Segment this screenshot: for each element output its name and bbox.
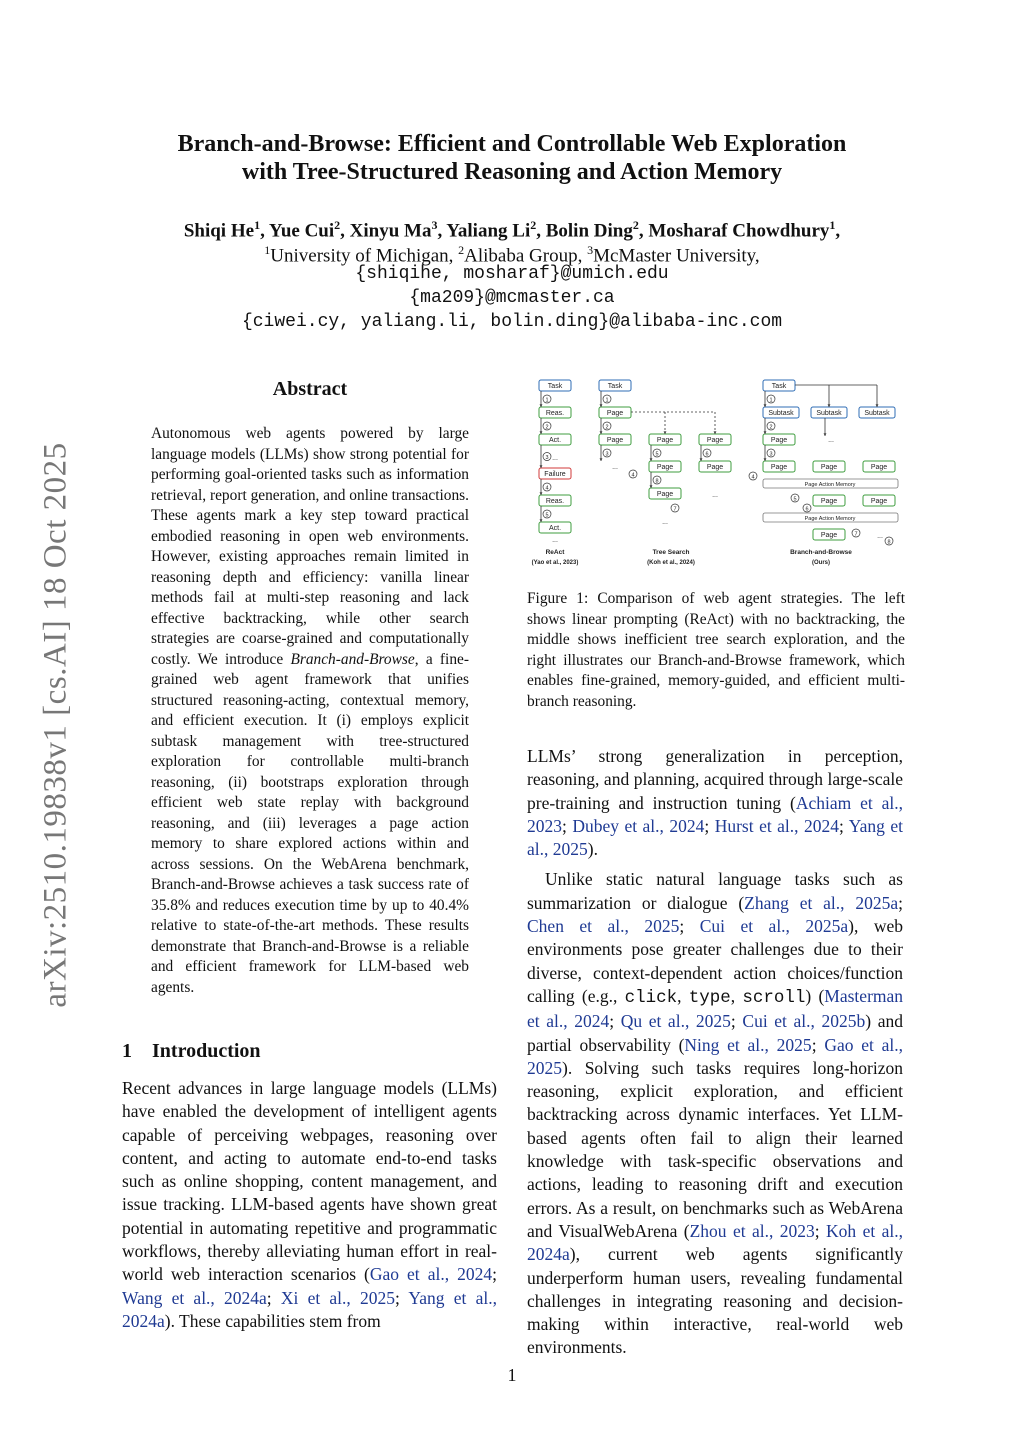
step-number: 2 [769, 424, 773, 431]
step-number: 4 [631, 472, 635, 479]
tree-node-label: Page [706, 464, 724, 471]
author-name: Shiqi He [183, 220, 255, 242]
affiliation-name: University of Michigan, [270, 245, 459, 267]
bab-subtask-label: Subtask [768, 410, 794, 417]
section-heading [122, 1040, 261, 1063]
step-number: 5 [793, 496, 797, 503]
email-line-3: {ciwei.cy, yaliang.li, bolin.ding}@alibaba-inc.com [241, 312, 783, 332]
bab-node-label: Page [770, 464, 788, 471]
react-node-label: Reas. [545, 498, 565, 505]
citation-link[interactable]: Hurst et al., 2024 [714, 815, 840, 836]
tree-node-label: Task [607, 383, 623, 390]
step-number: 6 [805, 506, 809, 513]
author-affiliation-mark: 3 [431, 218, 438, 232]
page-action-memory-label: Page Action Memory [804, 516, 856, 522]
citation-link[interactable]: Cui et al., 2025a [699, 916, 849, 937]
citation-link[interactable]: Wang et al., 2024a [122, 1287, 267, 1308]
tree-ellipsis: ... [612, 464, 618, 471]
citation-link[interactable]: Yang et al., 2024a [122, 1287, 497, 1331]
figure-1 [527, 376, 907, 576]
affiliation-name: Alibaba Group, [464, 245, 588, 267]
bab-node-label: Page [870, 498, 888, 505]
step-number: 7 [673, 506, 677, 513]
author-name: Mosharaf Chowdhury [648, 220, 830, 242]
step-number: 3 [769, 451, 773, 458]
intro-right-column [527, 745, 903, 1367]
code-token: click [624, 987, 678, 1008]
author-name: Xinyu Ma [349, 220, 432, 242]
affiliation-mark: 2 [458, 243, 465, 257]
email-line-2: {ma209}@mcmaster.ca [409, 288, 615, 308]
author-affiliation-mark: 1 [829, 218, 836, 232]
citation-link[interactable]: Gao et al., 2024 [369, 1264, 493, 1285]
step-number: 1 [605, 397, 609, 404]
react-ellipsis: ... [552, 537, 558, 544]
react-node-label: Act. [548, 525, 562, 532]
intro-paragraph-continued: LLMs’ strong generalization in perception, reasoning, and planning, acquired through large-scale pre-training and instruction tuning (Achiam et al., 2023; Dubey et al., 2024; Hurst et al., 2024; Yang et al., 2025). [527, 746, 904, 860]
tree-node-label: Page [656, 437, 674, 444]
react-node-label: Act. [548, 437, 562, 444]
title-line-1: Branch-and-Browse: Efficient and Controllable Web Exploration [177, 131, 847, 157]
react-node-label: Task [547, 383, 563, 390]
step-number: 2 [545, 424, 549, 431]
step-number: 3 [605, 451, 609, 458]
tree-ellipsis: ... [662, 519, 668, 526]
figure-1-diagram [527, 376, 907, 576]
citation-link[interactable]: Cui et al., 2025b [742, 1011, 866, 1032]
affiliation-mark: 3 [587, 243, 594, 257]
citation-link[interactable]: Xi et al., 2025 [280, 1287, 395, 1308]
section-title: Introduction [152, 1040, 261, 1062]
bab-node-label: Page [870, 464, 888, 471]
panel-bab-title: Branch-and-Browse [790, 549, 852, 556]
step-number: 5 [545, 512, 549, 519]
affiliation-mark: 1 [264, 243, 271, 257]
tree-node-label: Page [606, 410, 624, 417]
react-node-label: Failure [544, 471, 566, 478]
abstract-heading: Abstract [272, 378, 348, 400]
citation-link[interactable]: Koh et al., 2024a [527, 1220, 903, 1265]
step-number: 3 [545, 454, 549, 461]
step-number: 4 [545, 485, 549, 492]
panel-react-title: ReAct [545, 549, 565, 556]
citation-link[interactable]: Achiam et al., 2023 [527, 792, 904, 836]
author-name: Yue Cui [268, 220, 335, 242]
citation-link[interactable]: Ning et al., 2025 [684, 1034, 812, 1055]
step-number: 5 [655, 451, 659, 458]
step-number: 4 [751, 474, 755, 481]
react-node-label: Reas. [545, 410, 565, 417]
author-affiliation-mark: 2 [530, 218, 537, 232]
bab-node-label: Page [820, 464, 838, 471]
page-number: 1 [507, 1365, 517, 1385]
citation-link[interactable]: Masterman et al., 2024 [527, 985, 904, 1032]
citation-link[interactable]: Yang et al., 2025 [527, 815, 903, 860]
arxiv-identifier: arXiv:2510.19838v1 [cs.AI] 18 Oct 2025 [37, 442, 74, 1008]
code-token: scroll [742, 987, 806, 1008]
bab-arrow-head [824, 433, 827, 436]
abstract-method-name: Branch-and-Browse [290, 650, 415, 668]
citation-link[interactable]: Zhang et al., 2025a [744, 892, 899, 913]
figure-1-caption: Figure 1: Comparison of web agent strategies. The left shows linear prompting (ReAct) with no backtracking, the middle shows inefficient tree search exploration, and the right illustrates our Branch-and-Browse framework, which enables fine-grained, memory-guided, and efficient multi-branch reasoning. [527, 590, 905, 710]
step-number: 8 [887, 539, 891, 546]
bab-subtask-label: Subtask [816, 410, 842, 417]
section-number: 1 [122, 1040, 132, 1062]
tree-node-label: Page [706, 437, 724, 444]
step-number: 6 [705, 451, 709, 458]
code-token: type [688, 987, 731, 1008]
paper-title [0, 130, 1024, 186]
flow-arrow-head [600, 458, 603, 461]
step-number: 7 [854, 531, 858, 538]
panel-tree-ref: (Koh et al., 2024) [647, 560, 695, 566]
author-affiliation-mark: 2 [334, 218, 341, 232]
citation-link[interactable]: Zhou et al., 2023 [689, 1220, 815, 1241]
page-action-memory-label: Page Action Memory [804, 482, 856, 488]
panel-react-ref: (Yao et al., 2023) [531, 560, 579, 566]
step-number: 2 [605, 424, 609, 431]
react-ellipsis: ... [552, 455, 558, 462]
author-name: Yaliang Li [446, 220, 531, 242]
bab-node-label: Page [820, 532, 838, 539]
step-number: 8 [655, 478, 659, 485]
bab-node-label: Task [771, 383, 787, 390]
bab-subtask-label: Subtask [864, 410, 890, 417]
bab-ellipsis: ... [828, 437, 834, 444]
bab-node-label: Page [770, 437, 788, 444]
abstract-body [151, 424, 469, 998]
tree-ellipsis: ... [712, 492, 718, 499]
step-number: 1 [545, 397, 549, 404]
tree-node-label: Page [656, 491, 674, 498]
email-line-1: {shiqihe, mosharaf}@umich.edu [355, 264, 669, 284]
author-list: Shiqi He$^1$, Yue Cui$^2$, Xinyu Ma$^3$, Yaliang Li$^2$, Bolin Ding$^2$, Mosharaf Chowdhury$^1$, [183, 218, 841, 242]
abstract-text-2: , a fine-grained web agent framework that unifies structured reasoning-acting, contextual memory, and efficient execution. It (i) employs explicit subtask management with tree-structured exploration for controllable multi-branch reasoning, (ii) bootstraps exploration through efficient web state replay with background reasoning, and (iii) leverages a page action memory to share explored actions within and across sessions. On the WebArena benchmark, Branch-and-Browse achieves a task success rate of 35.8% and reduces execution time by up to 40.4% relative to state-of-the-art methods. These results demonstrate that Branch-and-Browse is a reliable and efficient framework for LLM-based web agents. [151, 650, 469, 996]
title-line-2: with Tree-Structured Reasoning and Action Memory [241, 159, 783, 185]
tree-node-label: Page [606, 437, 624, 444]
citation-link[interactable]: Dubey et al., 2024 [572, 815, 705, 836]
citation-link[interactable]: Chen et al., 2025 [527, 916, 680, 937]
citation-link[interactable]: Qu et al., 2025 [620, 1011, 731, 1032]
author-affiliation-mark: 2 [632, 218, 639, 232]
author-affiliation-mark: 1 [254, 218, 261, 232]
panel-tree-title: Tree Search [652, 549, 690, 556]
bab-ellipsis: ... [877, 533, 883, 540]
author-name: Bolin Ding [545, 220, 633, 242]
affiliation-name: McMaster University, [593, 245, 760, 267]
abstract-text-1: Autonomous web agents powered by large language models (LLMs) show strong potential for performing goal-oriented tasks such as information retrieval, report generation, and online transactions. These agents mark a key step toward practical embodied reasoning in open web environments. However, existing approaches remain limited in reasoning depth and efficiency: vanilla linear methods fail at multi-step reasoning and lack effective backtracking, while other search strategies are coarse-grained and computationally costly. We introduce [151, 425, 469, 668]
panel-bab-ref: (Ours) [812, 560, 830, 566]
step-number: 1 [769, 397, 773, 404]
citation-link[interactable]: Gao et al., 2025 [527, 1034, 903, 1078]
tree-node-label: Page [656, 464, 674, 471]
intro-left-column: Recent advances in large language models (LLMs) have enabled the development of intelligent agents capable of perceiving webpages, reasoning over content, and acting to automate end-to-end tasks such as online shopping, content management, and issue tracking. LLM-based agents have shown great potential in automating repetitive and programmatic workflows, thereby alleviating human effort in real-world web interaction scenarios (Gao et al., 2024; Wang et al., 2024a; Xi et al., 2025; Yang et al., 2024a). These capabilities stem from [122, 1078, 497, 1331]
bab-node-label: Page [820, 498, 838, 505]
intro-paragraph-2: Unlike static natural language tasks such as summarization or dialogue (Zhang et al., 2025a; Chen et al., 2025; Cui et al., 2025a), web environments pose greater challenges due to their diverse, context-dependent action choices/function calling (e.g., click, type, scroll) (Masterman et al., 2024; Qu et al., 2025; Cui et al., 2025b) and partial observability (Ning et al., 2025; Gao et al., 2025). Solving such tasks requires long-horizon reasoning, explicit exploration, and efficient backtracking across dynamic interfaces. Yet LLM-based agents often fail to align their learned knowledge with task-specific observations and actions, leading to reasoning drift and execution errors. As a result, on benchmarks such as WebArena and VisualWebArena (Zhou et al., 2023; Koh et al., 2024a), current web agents significantly underperform human users, revealing fundamental challenges in integrating reasoning and decision-making within interactive, real-world web environments. [527, 869, 904, 1358]
